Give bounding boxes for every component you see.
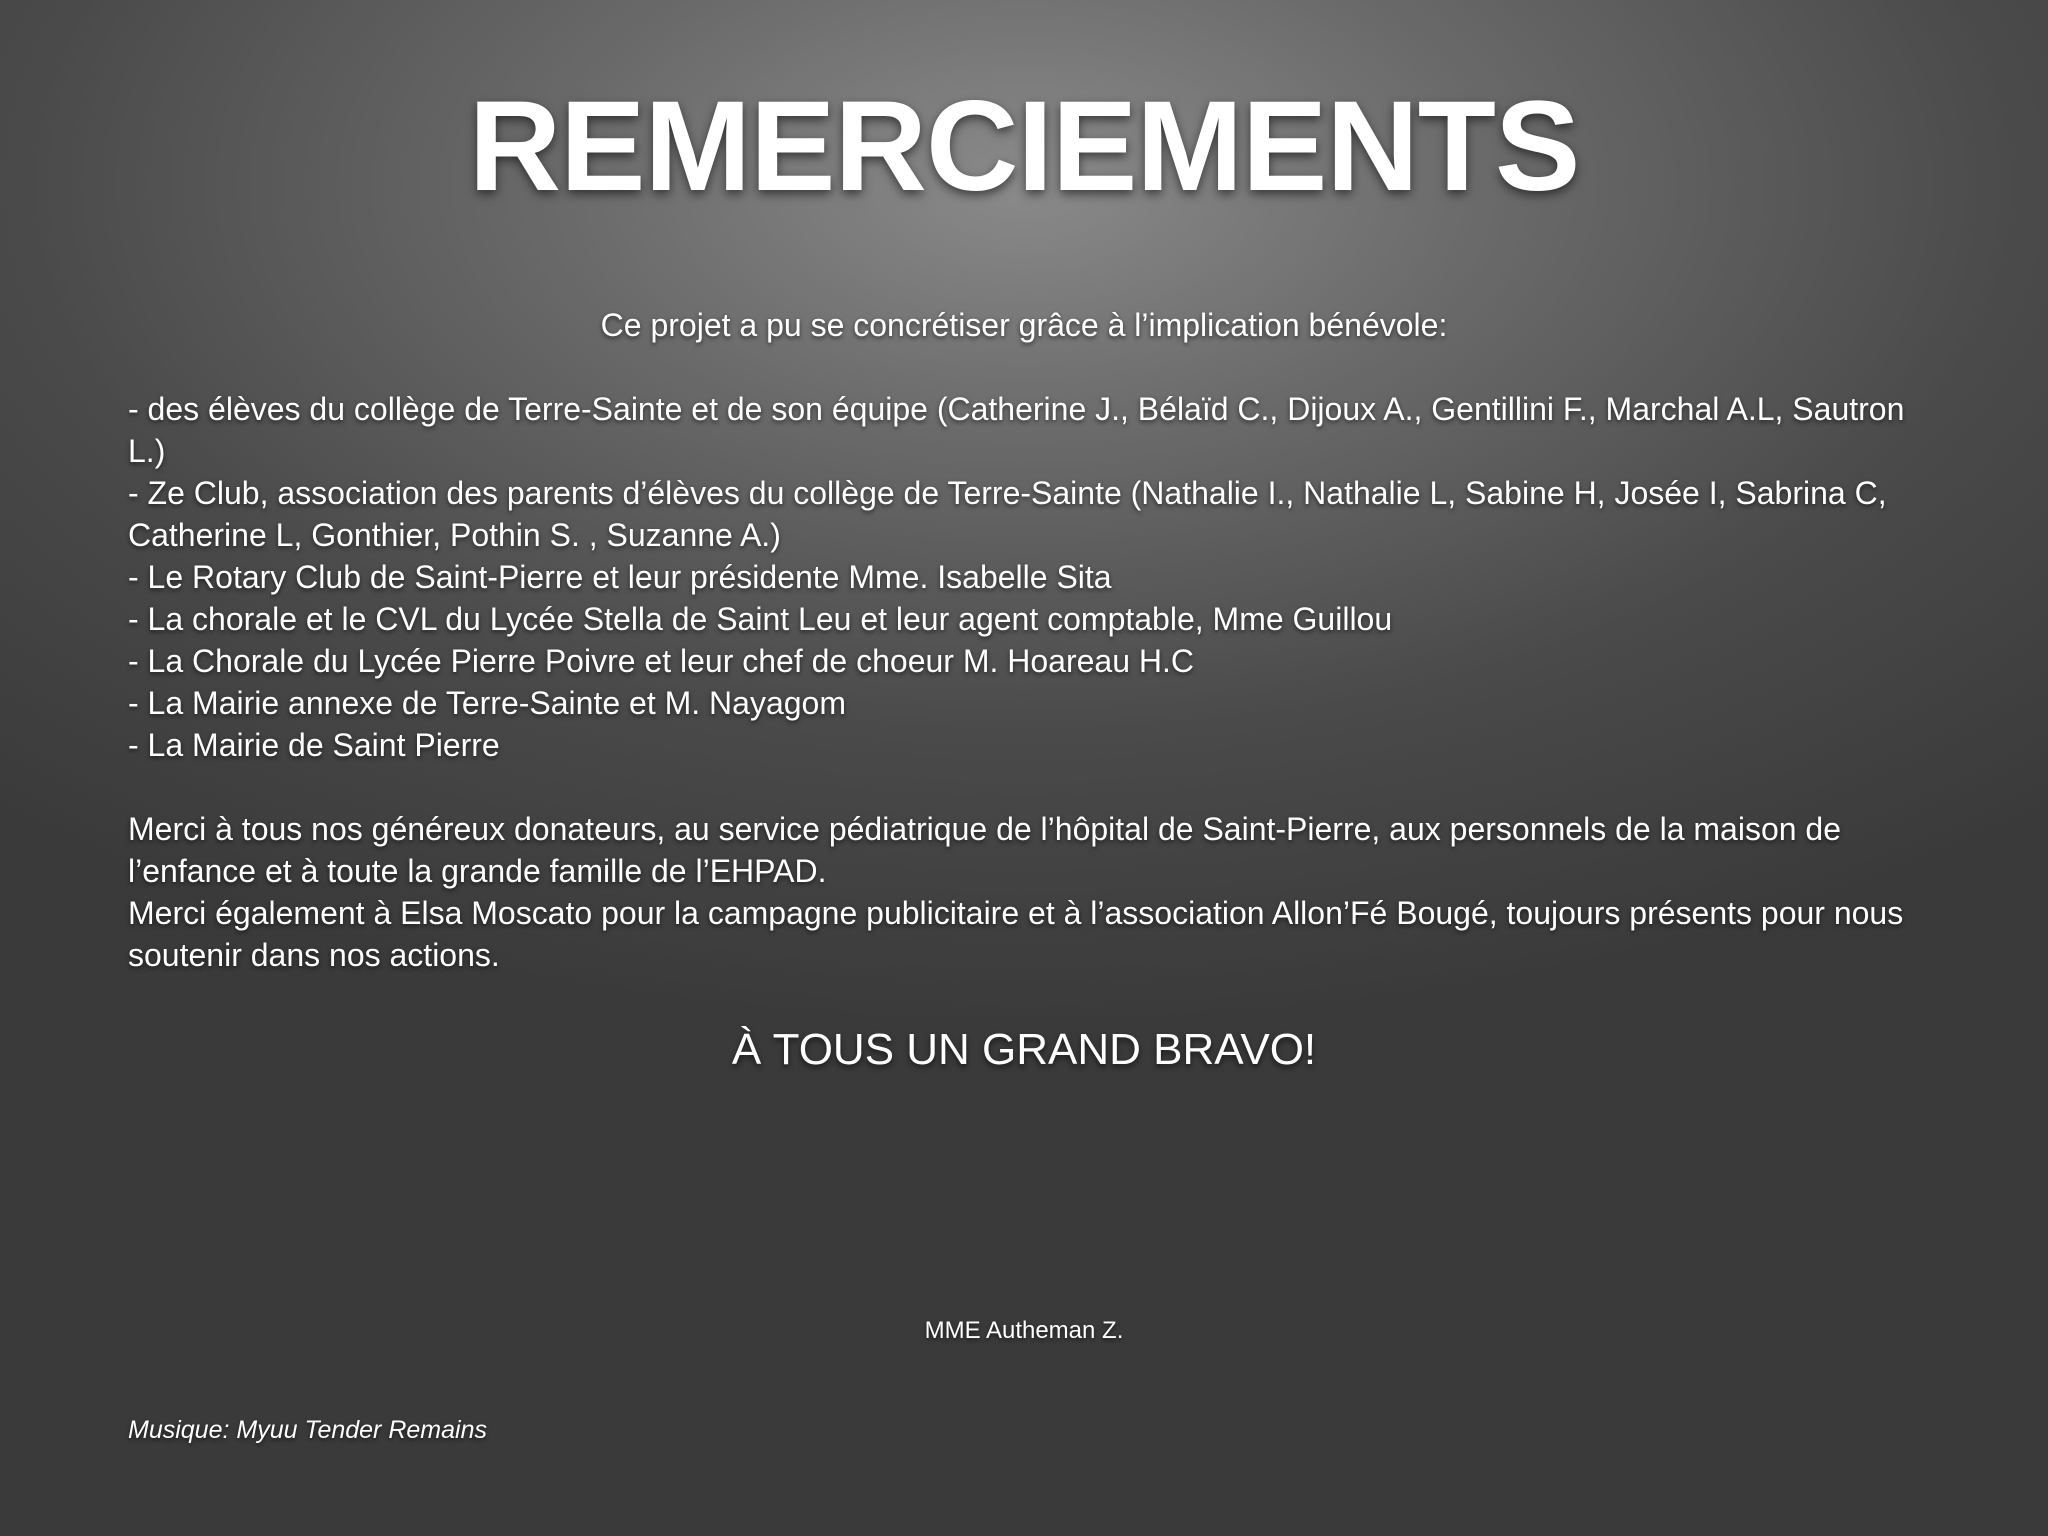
thanks-paragraph: Merci également à Elsa Moscato pour la campagne publicitaire et à l’association Allon’Fé Bougé, toujours présents pour nous soutenir dans nos actions. xyxy=(128,895,1904,973)
slide-title: REMERCIEMENTS xyxy=(468,75,1580,218)
thanks-paragraph: Merci à tous nos généreux donateurs, au service pédiatrique de l’hôpital de Saint-Pierre, aux personnels de la maison de l’enfance et à toute la grande famille de l’EHPAD. xyxy=(128,811,1842,889)
contributors-list xyxy=(128,388,1908,766)
list-item: - Le Rotary Club de Saint-Pierre et leur présidente Mme. Isabelle Sita xyxy=(128,559,1112,595)
list-item: - des élèves du collège de Terre-Sainte et de son équipe (Catherine J., Bélaïd C., Dijoux A., Gentillini F., Marchal A.L, Sautron L.) xyxy=(128,391,1905,469)
intro-text: Ce projet a pu se concrétiser grâce à l’implication bénévole: xyxy=(600,307,1448,343)
list-item: - La chorale et le CVL du Lycée Stella de Saint Leu et leur agent comptable, Mme Guillou xyxy=(128,601,1393,637)
list-item: - La Chorale du Lycée Pierre Poivre et leur chef de choeur M. Hoareau H.C xyxy=(128,643,1195,679)
list-item: - La Mairie annexe de Terre-Sainte et M. Nayagom xyxy=(128,685,846,721)
music-credit: Musique: Myuu Tender Remains xyxy=(128,1416,487,1444)
list-item: - Ze Club, association des parents d’élèves du collège de Terre-Sainte (Nathalie I., Nathalie L, Sabine H, Josée I, Sabrina C, Catherine L, Gonthier, Pothin S. , Suzanne A.) xyxy=(128,475,1887,553)
thanks-block xyxy=(128,808,1908,976)
list-item: - La Mairie de Saint Pierre xyxy=(128,727,500,763)
bravo-heading: À TOUS UN GRAND BRAVO! xyxy=(731,1025,1317,1074)
signature: MME Autheman Z. xyxy=(924,1317,1124,1344)
